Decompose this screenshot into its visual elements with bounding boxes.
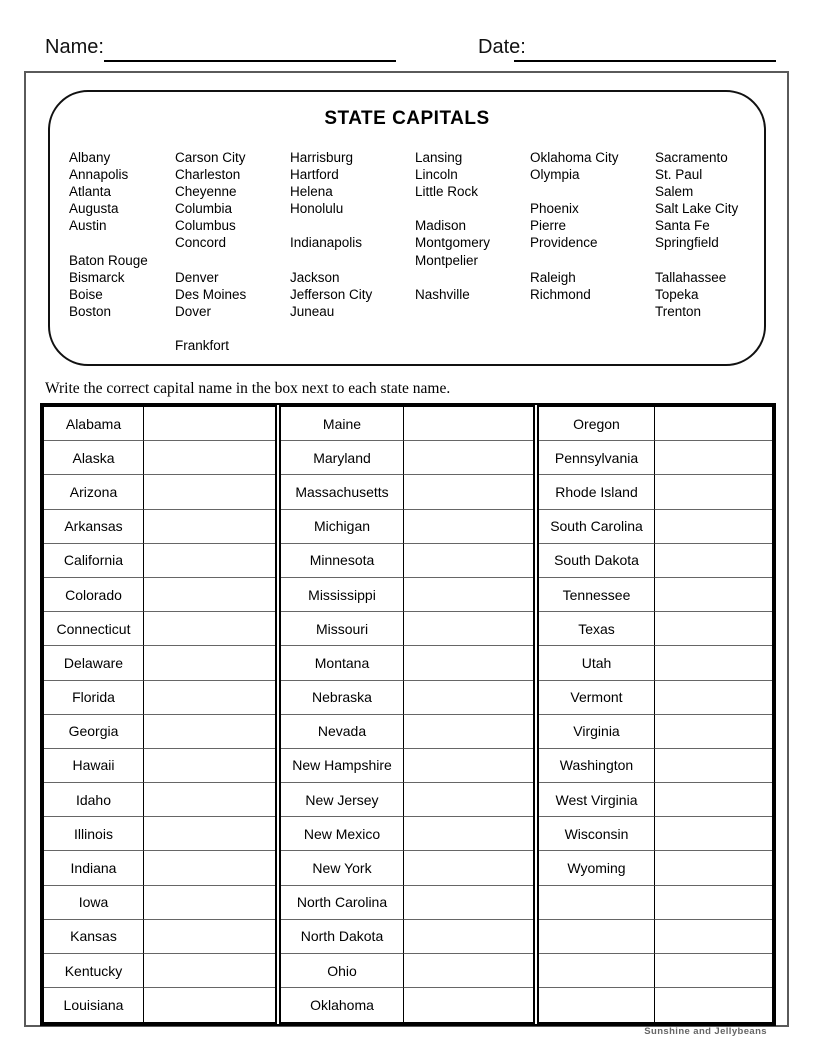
state-cell: Nevada bbox=[281, 715, 404, 749]
word-bank-city: Helena bbox=[290, 184, 333, 200]
word-bank-city: Jackson bbox=[290, 269, 340, 285]
word-bank-city: Little Rock bbox=[415, 184, 479, 200]
state-cell: Hawaii bbox=[44, 749, 144, 783]
state-cell: Nebraska bbox=[281, 681, 404, 715]
answer-cell[interactable] bbox=[144, 646, 275, 680]
answer-cell[interactable] bbox=[655, 646, 772, 680]
state-cell-empty bbox=[539, 920, 655, 954]
word-bank-spacer bbox=[655, 252, 738, 269]
name-input-line[interactable] bbox=[104, 60, 396, 62]
answer-cell[interactable] bbox=[655, 578, 772, 612]
answer-cell[interactable] bbox=[404, 612, 533, 646]
answer-cell[interactable] bbox=[144, 749, 275, 783]
word-bank-city: Olympia bbox=[530, 167, 580, 183]
answer-cell[interactable] bbox=[144, 783, 275, 817]
state-cell: Minnesota bbox=[281, 544, 404, 578]
state-cell: Mississippi bbox=[281, 578, 404, 612]
word-bank-spacer bbox=[415, 320, 490, 337]
state-cell: Alabama bbox=[44, 407, 144, 441]
state-cell: South Carolina bbox=[539, 510, 655, 544]
state-cell: Montana bbox=[281, 646, 404, 680]
state-cell: Utah bbox=[539, 646, 655, 680]
answer-cell[interactable] bbox=[655, 886, 772, 920]
word-bank-box bbox=[48, 90, 766, 366]
states-group-2 bbox=[279, 405, 535, 1024]
word-bank-city: Raleigh bbox=[530, 269, 576, 285]
answer-cell[interactable] bbox=[144, 441, 275, 475]
word-bank-spacer bbox=[530, 320, 619, 337]
word-bank-city: Denver bbox=[175, 269, 219, 285]
word-bank-city: Boston bbox=[69, 303, 112, 319]
state-cell: Oklahoma bbox=[281, 988, 404, 1022]
state-cell-empty bbox=[539, 954, 655, 988]
state-cell: Washington bbox=[539, 749, 655, 783]
state-cell: Arizona bbox=[44, 475, 144, 509]
state-cell: North Dakota bbox=[281, 920, 404, 954]
word-bank-city: Lincoln bbox=[415, 167, 458, 183]
word-bank-city: Carson City bbox=[175, 150, 246, 165]
word-bank-title: STATE CAPITALS bbox=[324, 108, 490, 129]
word-bank-city: Harrisburg bbox=[290, 150, 354, 165]
answer-cell[interactable] bbox=[655, 544, 772, 578]
word-bank-city: Concord bbox=[175, 235, 227, 251]
word-bank-column-3 bbox=[290, 149, 372, 354]
word-bank-spacer bbox=[69, 337, 148, 354]
word-bank-city: Columbia bbox=[175, 201, 233, 217]
state-cell: New Hampshire bbox=[281, 749, 404, 783]
word-bank-spacer bbox=[175, 252, 246, 269]
state-cell: California bbox=[44, 544, 144, 578]
answer-cell[interactable] bbox=[404, 407, 533, 441]
answer-cell[interactable] bbox=[655, 817, 772, 851]
state-cell: Pennsylvania bbox=[539, 441, 655, 475]
state-cell: West Virginia bbox=[539, 783, 655, 817]
word-bank-city: Lansing bbox=[415, 150, 463, 165]
word-bank-spacer bbox=[530, 337, 619, 354]
word-bank-city: Jefferson City bbox=[290, 286, 373, 302]
answer-cell[interactable] bbox=[655, 475, 772, 509]
states-group-1 bbox=[42, 405, 277, 1024]
answer-cell[interactable] bbox=[144, 920, 275, 954]
word-bank-city: Frankfort bbox=[175, 338, 230, 354]
state-cell: Maryland bbox=[281, 441, 404, 475]
state-cell: Missouri bbox=[281, 612, 404, 646]
answer-cell[interactable] bbox=[404, 954, 533, 988]
answer-cell[interactable] bbox=[655, 681, 772, 715]
word-bank-city: Austin bbox=[69, 218, 107, 234]
state-cell: Colorado bbox=[44, 578, 144, 612]
state-cell: North Carolina bbox=[281, 886, 404, 920]
state-cell: Indiana bbox=[44, 851, 144, 885]
answer-cell[interactable] bbox=[655, 612, 772, 646]
answer-cell[interactable] bbox=[144, 681, 275, 715]
answer-cell[interactable] bbox=[655, 407, 772, 441]
answer-cell[interactable] bbox=[404, 886, 533, 920]
answer-cell[interactable] bbox=[144, 817, 275, 851]
answer-cell[interactable] bbox=[404, 851, 533, 885]
state-cell: Louisiana bbox=[44, 988, 144, 1022]
word-bank-spacer bbox=[290, 337, 372, 354]
state-cell: South Dakota bbox=[539, 544, 655, 578]
answer-cell[interactable] bbox=[404, 783, 533, 817]
word-bank-city: Topeka bbox=[655, 286, 699, 302]
state-cell: Alaska bbox=[44, 441, 144, 475]
word-bank-city: Tallahassee bbox=[655, 269, 727, 285]
word-bank-spacer bbox=[415, 303, 490, 320]
state-cell: Vermont bbox=[539, 681, 655, 715]
word-bank-spacer bbox=[290, 320, 372, 337]
answer-cell[interactable] bbox=[404, 646, 533, 680]
answer-cell[interactable] bbox=[404, 441, 533, 475]
state-cell: Illinois bbox=[44, 817, 144, 851]
answer-cell[interactable] bbox=[144, 851, 275, 885]
state-cell: Rhode Island bbox=[539, 475, 655, 509]
answer-cell[interactable] bbox=[404, 749, 533, 783]
word-bank-city: Dover bbox=[175, 303, 212, 319]
answer-table bbox=[40, 403, 776, 1026]
word-bank-city: Providence bbox=[530, 235, 598, 251]
state-cell: Massachusetts bbox=[281, 475, 404, 509]
state-cell: Kentucky bbox=[44, 954, 144, 988]
word-bank-spacer bbox=[175, 320, 246, 337]
state-cell: Iowa bbox=[44, 886, 144, 920]
word-bank-city: Boise bbox=[69, 286, 103, 302]
word-bank-city: Phoenix bbox=[530, 201, 579, 217]
word-bank-city: Augusta bbox=[69, 201, 119, 217]
name-label: Name: bbox=[45, 36, 104, 58]
word-bank-columns bbox=[50, 149, 764, 359]
state-cell: New York bbox=[281, 851, 404, 885]
word-bank-city: Montgomery bbox=[415, 235, 491, 251]
word-bank-column-4 bbox=[415, 149, 490, 354]
answer-cell[interactable] bbox=[404, 544, 533, 578]
state-cell: Kansas bbox=[44, 920, 144, 954]
answer-cell[interactable] bbox=[144, 988, 275, 1022]
word-bank-spacer bbox=[655, 320, 738, 337]
answer-cell[interactable] bbox=[404, 681, 533, 715]
state-cell: New Mexico bbox=[281, 817, 404, 851]
word-bank-city: Salem bbox=[655, 184, 694, 200]
answer-cell[interactable] bbox=[144, 954, 275, 988]
word-bank-city: Madison bbox=[415, 218, 467, 234]
instruction-text: Write the correct capital name in the box next to each state name. bbox=[45, 380, 451, 397]
answer-cell[interactable] bbox=[404, 715, 533, 749]
state-cell-empty bbox=[539, 988, 655, 1022]
word-bank-column-2 bbox=[175, 149, 246, 354]
word-bank-spacer bbox=[530, 252, 619, 269]
answer-cell[interactable] bbox=[655, 920, 772, 954]
answer-cell[interactable] bbox=[655, 441, 772, 475]
answer-cell[interactable] bbox=[655, 954, 772, 988]
word-bank-spacer bbox=[530, 303, 619, 320]
word-bank-city: Springfield bbox=[655, 235, 719, 251]
answer-cell[interactable] bbox=[144, 578, 275, 612]
word-bank-city: Montpelier bbox=[415, 252, 479, 268]
word-bank-spacer bbox=[415, 269, 490, 286]
answer-cell[interactable] bbox=[404, 988, 533, 1022]
word-bank-spacer bbox=[530, 183, 619, 200]
word-bank-city: Baton Rouge bbox=[69, 252, 148, 268]
state-cell: Georgia bbox=[44, 715, 144, 749]
answer-cell[interactable] bbox=[144, 715, 275, 749]
state-cell-empty bbox=[539, 886, 655, 920]
answer-cell[interactable] bbox=[655, 988, 772, 1022]
word-bank-spacer bbox=[69, 320, 148, 337]
word-bank-spacer bbox=[69, 234, 148, 251]
word-bank-spacer bbox=[415, 200, 490, 217]
answer-cell[interactable] bbox=[144, 510, 275, 544]
word-bank-city: Atlanta bbox=[69, 184, 112, 200]
word-bank-city: Trenton bbox=[655, 303, 702, 319]
state-cell: New Jersey bbox=[281, 783, 404, 817]
footer-credit: Sunshine and Jellybeans bbox=[644, 1026, 767, 1037]
answer-cell[interactable] bbox=[404, 920, 533, 954]
word-bank-column-6 bbox=[655, 149, 738, 354]
state-cell: Florida bbox=[44, 681, 144, 715]
word-bank-city: Richmond bbox=[530, 286, 591, 302]
answer-cell[interactable] bbox=[404, 578, 533, 612]
state-cell: Michigan bbox=[281, 510, 404, 544]
word-bank-city: Pierre bbox=[530, 218, 567, 234]
answer-cell[interactable] bbox=[404, 510, 533, 544]
answer-cell[interactable] bbox=[404, 817, 533, 851]
word-bank-city: Salt Lake City bbox=[655, 201, 739, 217]
state-cell: Wisconsin bbox=[539, 817, 655, 851]
word-bank-city: Santa Fe bbox=[655, 218, 710, 234]
word-bank-city: Juneau bbox=[290, 303, 335, 319]
word-bank-column-5 bbox=[530, 149, 619, 354]
word-bank-spacer bbox=[290, 252, 372, 269]
state-cell: Wyoming bbox=[539, 851, 655, 885]
answer-cell[interactable] bbox=[655, 783, 772, 817]
word-bank-city: Charleston bbox=[175, 167, 241, 183]
word-bank-city: Bismarck bbox=[69, 269, 125, 285]
state-cell: Tennessee bbox=[539, 578, 655, 612]
answer-cell[interactable] bbox=[655, 715, 772, 749]
answer-cell[interactable] bbox=[144, 544, 275, 578]
word-bank-city: Albany bbox=[69, 150, 111, 165]
word-bank-city: Columbus bbox=[175, 218, 236, 234]
date-label: Date: bbox=[478, 36, 526, 58]
word-bank-city: Cheyenne bbox=[175, 184, 237, 200]
word-bank-city: Des Moines bbox=[175, 286, 247, 302]
state-cell: Idaho bbox=[44, 783, 144, 817]
answer-cell[interactable] bbox=[144, 612, 275, 646]
state-cell: Connecticut bbox=[44, 612, 144, 646]
answer-cell[interactable] bbox=[144, 407, 275, 441]
word-bank-spacer bbox=[415, 337, 490, 354]
answer-cell[interactable] bbox=[655, 510, 772, 544]
word-bank-city: Nashville bbox=[415, 286, 470, 302]
answer-cell[interactable] bbox=[144, 475, 275, 509]
word-bank-column-1 bbox=[69, 149, 148, 354]
word-bank-city: St. Paul bbox=[655, 167, 703, 183]
answer-cell[interactable] bbox=[655, 851, 772, 885]
answer-cell[interactable] bbox=[144, 886, 275, 920]
word-bank-city: Oklahoma City bbox=[530, 150, 619, 165]
name-date-header bbox=[0, 36, 816, 64]
answer-cell[interactable] bbox=[404, 475, 533, 509]
date-input-line[interactable] bbox=[514, 60, 776, 62]
state-cell: Arkansas bbox=[44, 510, 144, 544]
answer-cell[interactable] bbox=[655, 749, 772, 783]
word-bank-spacer bbox=[655, 337, 738, 354]
state-cell: Ohio bbox=[281, 954, 404, 988]
state-cell: Maine bbox=[281, 407, 404, 441]
word-bank-city: Indianapolis bbox=[290, 235, 363, 251]
state-cell: Delaware bbox=[44, 646, 144, 680]
word-bank-city: Annapolis bbox=[69, 167, 129, 183]
word-bank-city: Honolulu bbox=[290, 201, 344, 217]
state-cell: Oregon bbox=[539, 407, 655, 441]
word-bank-spacer bbox=[290, 217, 372, 234]
word-bank-city: Sacramento bbox=[655, 150, 728, 165]
word-bank-city: Hartford bbox=[290, 167, 339, 183]
state-cell: Texas bbox=[539, 612, 655, 646]
states-group-3 bbox=[537, 405, 774, 1024]
state-cell: Virginia bbox=[539, 715, 655, 749]
